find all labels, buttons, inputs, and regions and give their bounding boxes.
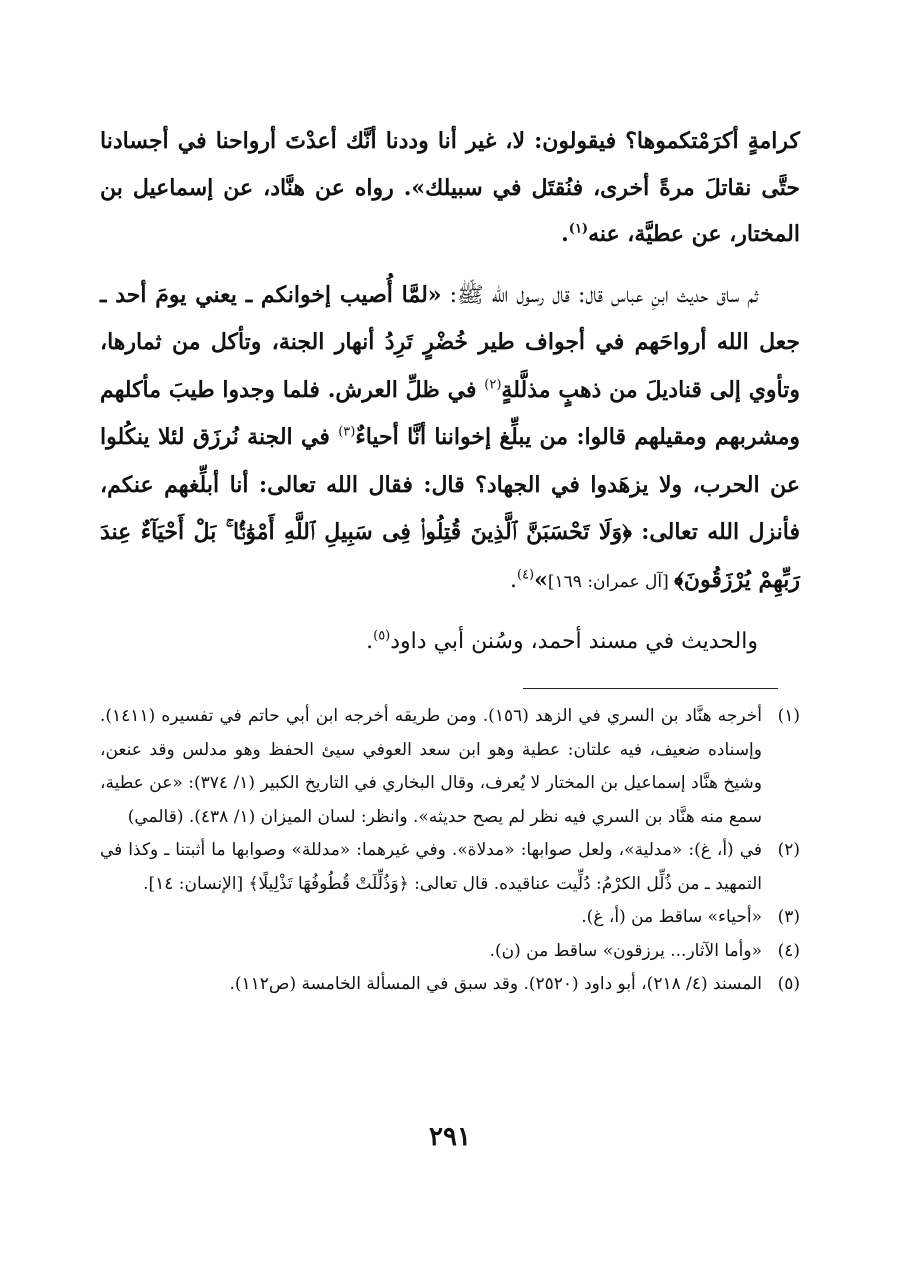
footnote-text: في (أ، غ): «مدلية»، ولعل صوابها: «مدلاة». وفي غيرهما: «مدللة» وصوابها ما أثبتنا ـ وكذا في التمهيد ـ من ذُلِّل الكرْمُ: دُلِّيت عناقيده. قال تعالى: ﴿وَذُلِّلَتْ قُطُوفُهَا تَذْلِيلًا﴾ [الإنسان: ١٤]. [100, 840, 762, 894]
paragraph-3-text: والحديث في مسند أحمد، وسُنن أبي داود [390, 629, 758, 654]
footnote-number: (٣) [777, 907, 800, 927]
footnotes [100, 700, 800, 1002]
footnote-number: (٥) [777, 974, 800, 994]
footnote-text: أخرجه هنَّاد بن السري في الزهد (١٥٦). ومن طريقه أخرجه ابن أبي حاتم في تفسيره (١٤١١). وإسناده ضعيف، فيه علتان: عطية وهو ابن سعد العوفي سيئ الحفظ وهو مدلس وقد عنعن، وشيخ هنَّاد إسماعيل بن المختار لا يُعرف، وقال البخاري في التاريخ الكبير (١/ ٣٧٤): «عن عطية، سمع منه هنَّاد بن السري فيه نظر لم يصح حديثه». وانظر: لسان الميزان (١/ ٤٣٨). (قالمي) [100, 706, 762, 827]
paragraph-2-intro: ثم ساق حديث ابنِ عباس قال: قال رسول الله ﷺ: [441, 282, 758, 308]
quran-reference: [آل عمران: ١٦٩] [547, 571, 675, 592]
paragraph-1 [100, 118, 800, 258]
footnote-ref-1[interactable]: (١) [568, 221, 589, 237]
page-number: ٢٩١ [429, 1122, 471, 1152]
footnote-divider [523, 688, 778, 689]
paragraph-3 [100, 619, 800, 666]
footnote-text: المسند (٤/ ٢١٨)، أبو داود (٢٥٢٠). وقد سبق في المسألة الخامسة (ص١١٢). [229, 974, 762, 994]
footnote-4 [100, 935, 800, 969]
footnote-2 [100, 834, 800, 901]
footnote-text: «وأما الآثار... يرزقون» ساقط من (ن). [489, 940, 762, 961]
hadith-text-b: في ظلِّ العرش. فلما وجدوا طيبَ مأكلهم ومشربهم ومقيلهم قالوا: من يبلِّغ إخواننا أنَّا أحياءٌ [100, 376, 801, 450]
footnote-text: «أحياء» ساقط من (أ، غ). [581, 907, 762, 927]
main-text [100, 118, 800, 680]
hadith-text-c: في الجنة نُرزَق لئلا ينكُلوا عن الحرب، ولا يزهَدوا في الجهاد؟ قال: فقال الله تعالى: أنا أبلِّغهم عنكم، فأنزل الله تعالى: [100, 424, 800, 545]
footnote-number: (٤) [777, 940, 800, 961]
footnote-ref-5[interactable]: (٥) [373, 628, 391, 644]
hadith-close: » [534, 566, 548, 593]
footnote-number: (٢) [777, 840, 800, 860]
paragraph-1-text: كرامةٍ أكرَمْتكموها؟ فيقولون: لا، غير أنا وددنا أنَّك أعدْتَ أرواحنا في أجسادنا حتَّى نقاتلَ مرةً أخرى، فنُقتَل في سبيلك». رواه عن هنَّاد، عن إسماعيل بن المختار، عن عطيَّة، عنه [100, 128, 800, 247]
quran-verse: ﴿وَلَا تَحْسَبَنَّ ٱلَّذِينَ قُتِلُوا۟ فِى سَبِيلِ ٱللَّهِ أَمْوَٰتًۢا ۚ بَلْ أَحْيَآءٌ عِندَ رَبِّهِمْ يُرْزَقُونَ﴾ [100, 519, 800, 593]
footnote-3 [100, 901, 800, 935]
paragraph-1-end: . [561, 221, 569, 247]
paragraph-3-end: . [366, 629, 374, 654]
footnote-ref-3[interactable]: (٣) [338, 424, 356, 440]
footnote-ref-4[interactable]: (٤) [516, 567, 535, 583]
paragraph-2-end: . [509, 567, 517, 593]
footnote-ref-2[interactable]: (٢) [484, 377, 502, 393]
footnote-number: (١) [777, 706, 800, 726]
hadith-text-a: «لمَّا أُصيب إخوانكم ـ يعني يومَ أحد ـ جعل الله أرواحَهم في أجواف طير خُضْرٍ تَرِدُ أنهار الجنة، وتأكل من ثمارها، وتأوي إلى قناديلَ من ذهبٍ مذلَّلةٍ [100, 281, 800, 403]
footnote-5 [100, 968, 800, 1002]
paragraph-2 [100, 272, 800, 606]
footnote-1 [100, 700, 800, 834]
